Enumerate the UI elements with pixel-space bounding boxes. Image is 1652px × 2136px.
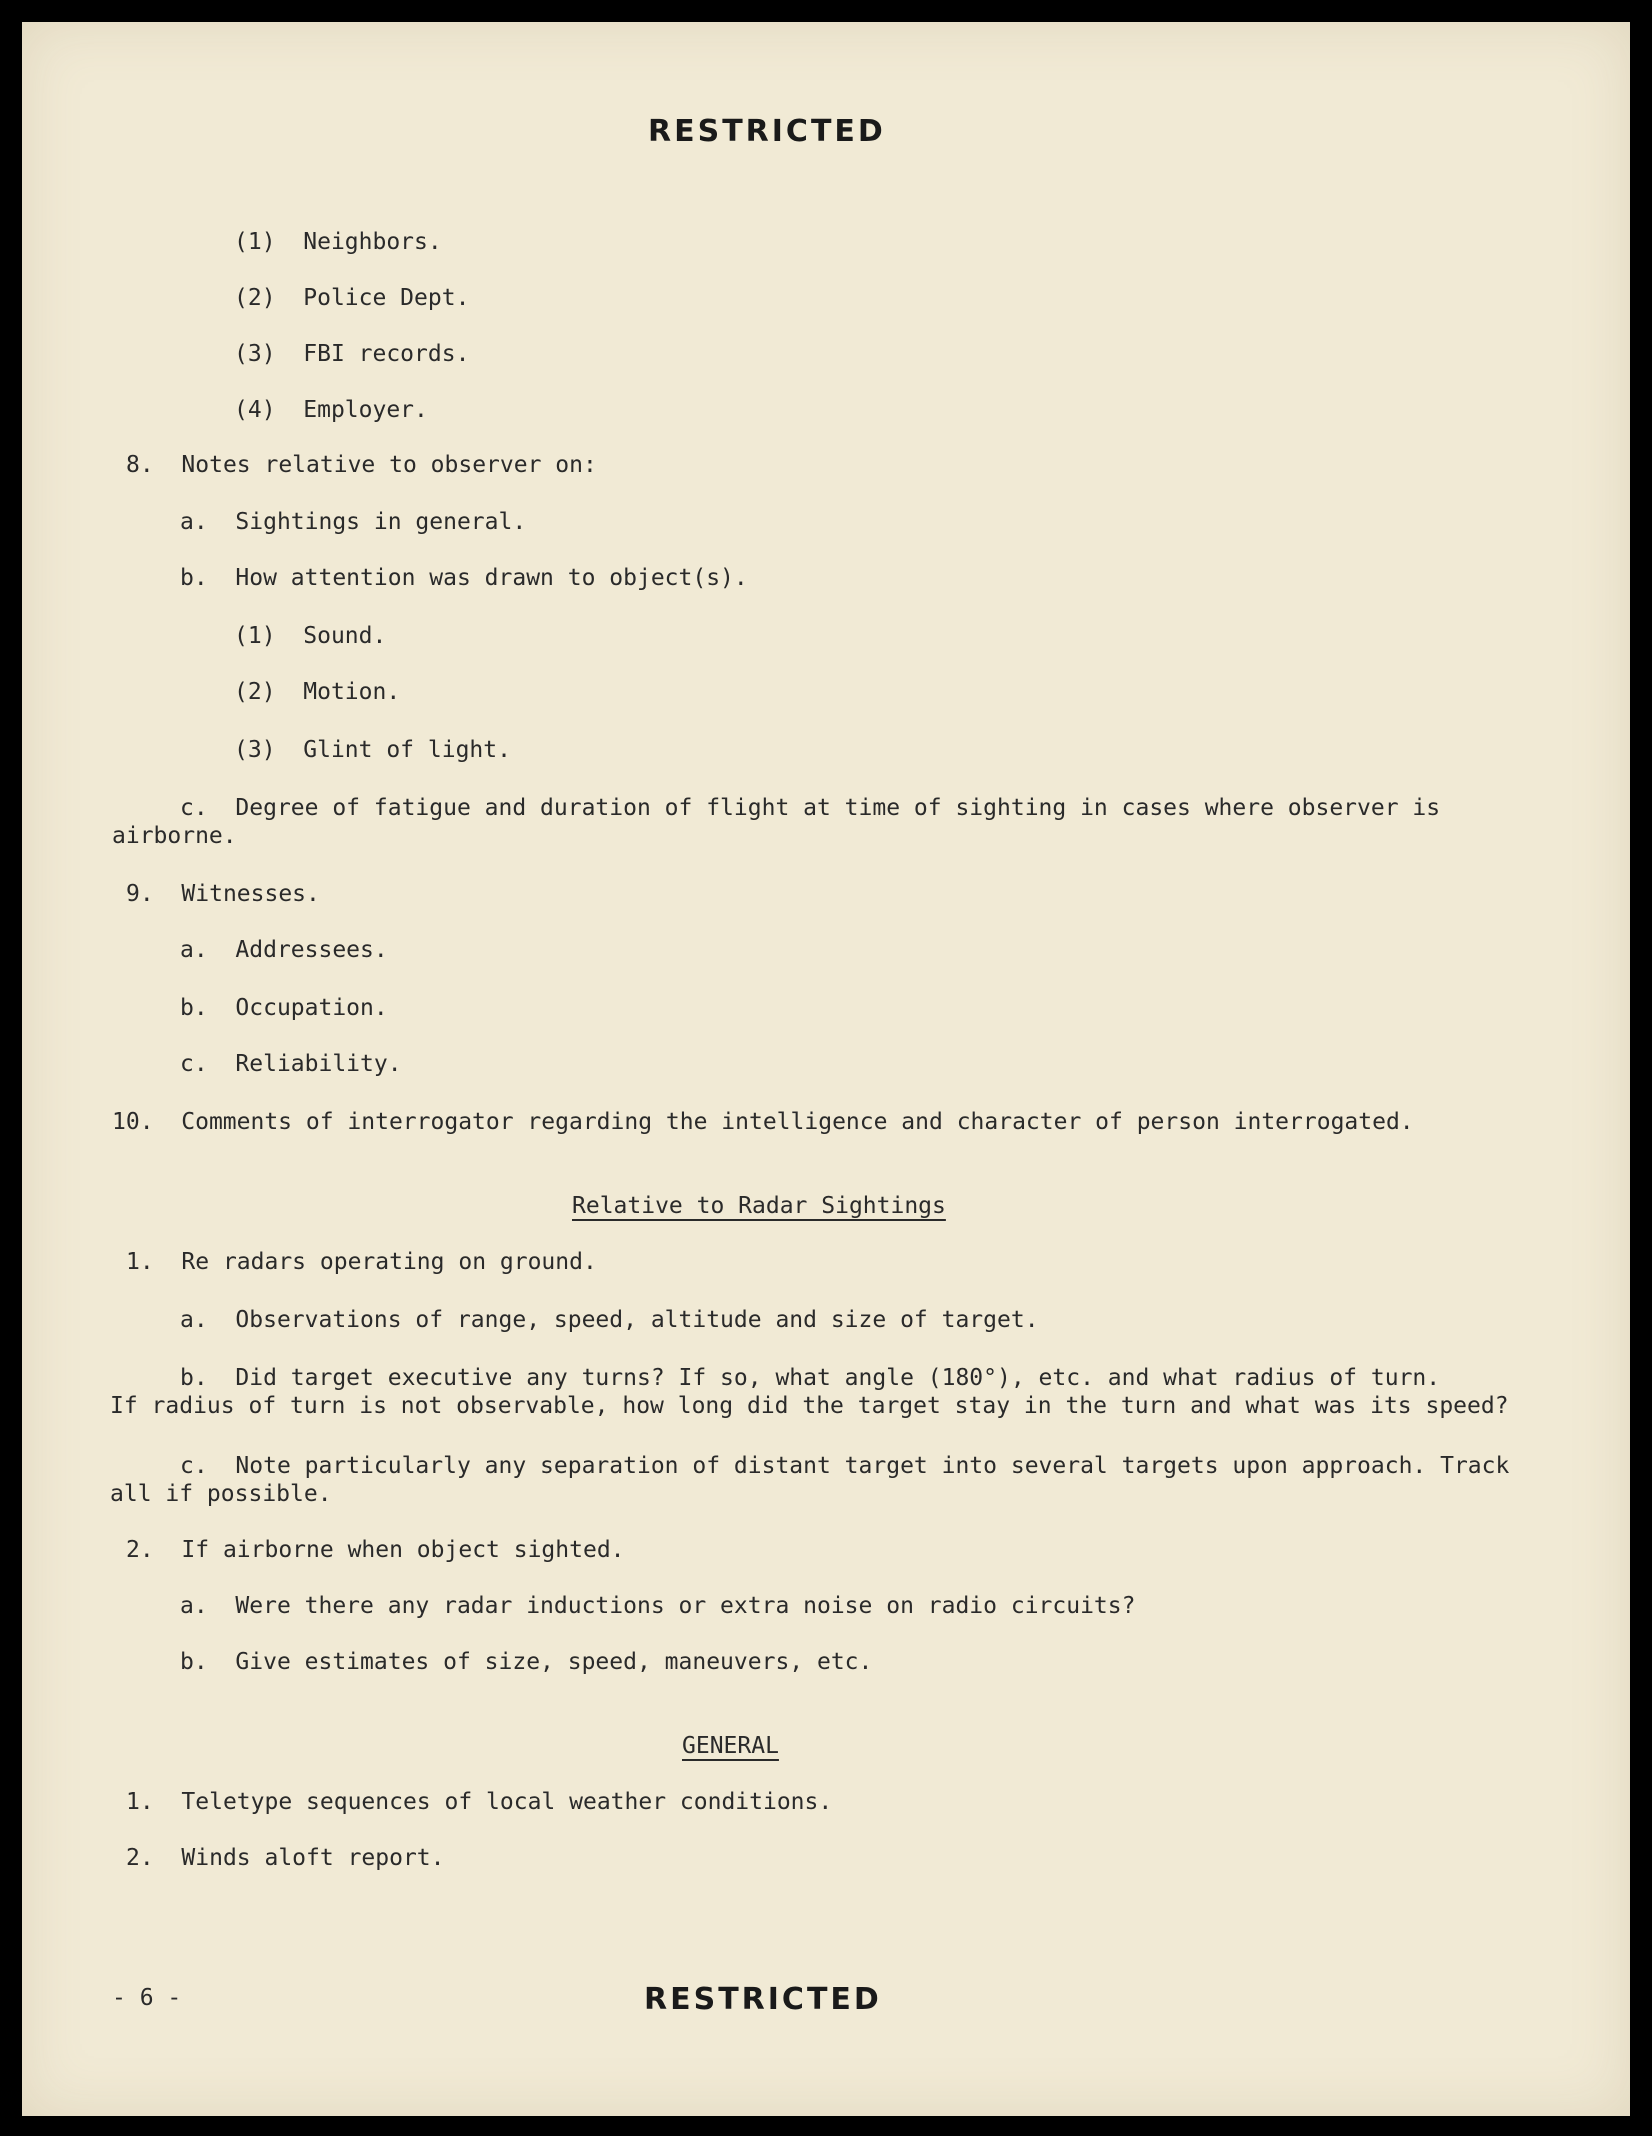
list-item: 2. If airborne when object sighted.	[126, 1537, 625, 1563]
list-item: (1) Neighbors.	[234, 229, 442, 255]
list-item: 2. Winds aloft report.	[126, 1845, 445, 1871]
list-item: 1. Teletype sequences of local weather conditions.	[126, 1789, 833, 1815]
list-item: b. Give estimates of size, speed, maneuvers, etc.	[180, 1649, 873, 1675]
list-item: 8. Notes relative to observer on:	[126, 452, 597, 478]
list-item: 9. Witnesses.	[126, 881, 320, 907]
page-number: - 6 -	[112, 1985, 182, 2011]
list-item: (4) Employer.	[234, 397, 428, 423]
list-item: b. How attention was drawn to object(s).	[180, 565, 748, 591]
list-item: a. Observations of range, speed, altitude and size of target.	[180, 1307, 1039, 1333]
list-item: (3) Glint of light.	[234, 737, 511, 763]
list-item: c. Note particularly any separation of distant target into several targets upon approach. Track	[180, 1453, 1510, 1479]
list-item: b. Occupation.	[180, 995, 388, 1021]
list-item: c. Degree of fatigue and duration of flight at time of sighting in cases where observer is	[180, 795, 1441, 821]
list-item: (3) FBI records.	[234, 341, 470, 367]
list-item-continuation: all if possible.	[110, 1481, 332, 1507]
section-heading-radar: Relative to Radar Sightings	[572, 1193, 946, 1219]
classification-footer: RESTRICTED	[644, 1982, 882, 2017]
list-item: (2) Motion.	[234, 679, 401, 705]
list-item: (1) Sound.	[234, 623, 387, 649]
list-item: b. Did target executive any turns? If so, what angle (180°), etc. and what radius of turn.	[180, 1365, 1441, 1391]
list-item: a. Addressees.	[180, 937, 388, 963]
list-item-continuation: If radius of turn is not observable, how long did the target stay in the turn and what was its speed?	[110, 1393, 1509, 1419]
list-item: a. Were there any radar inductions or extra noise on radio circuits?	[180, 1593, 1136, 1619]
list-item: a. Sightings in general.	[180, 509, 527, 535]
list-item: 10. Comments of interrogator regarding the intelligence and character of person interrogated.	[112, 1109, 1414, 1135]
list-item: (2) Police Dept.	[234, 285, 470, 311]
list-item: c. Reliability.	[180, 1051, 402, 1077]
section-heading-general: GENERAL	[682, 1733, 779, 1759]
list-item-continuation: airborne.	[112, 823, 237, 849]
list-item: 1. Re radars operating on ground.	[126, 1249, 597, 1275]
classification-header: RESTRICTED	[648, 114, 886, 149]
